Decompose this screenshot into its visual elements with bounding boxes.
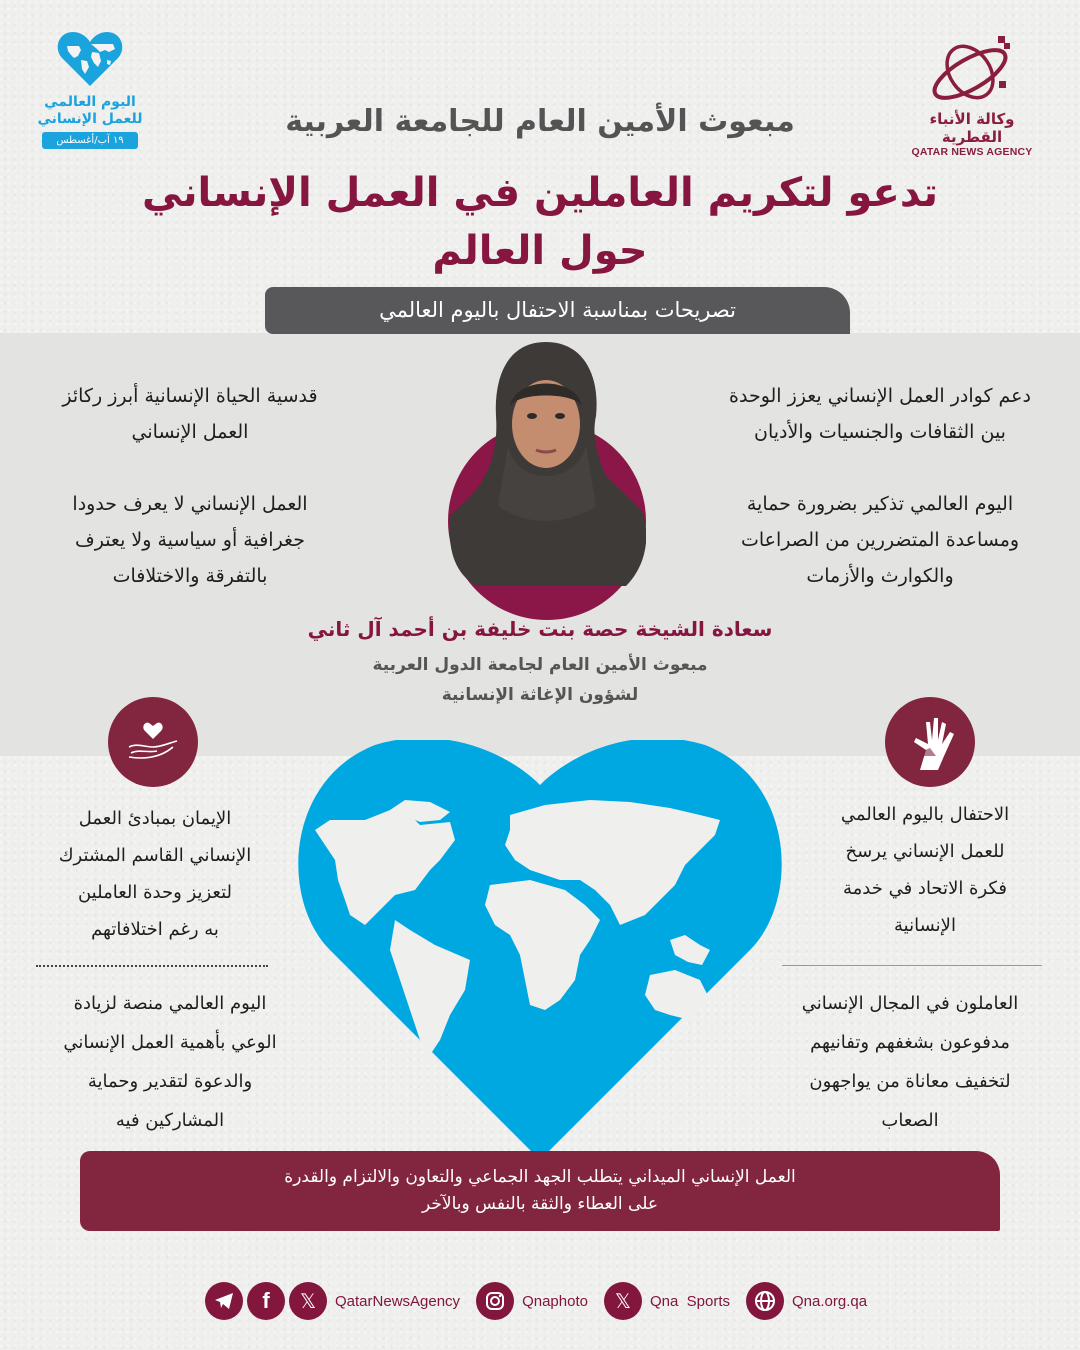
statement-line: الصعاب [881, 1110, 939, 1131]
statement-bottom-left-1 [20, 800, 290, 948]
bottom-quote-line1: العمل الإنساني الميداني يتطلب الجهد الجماعي والتعاون والالتزام والقدرة [284, 1167, 796, 1187]
statement-line: فكرة الاتحاد في خدمة [843, 878, 1007, 899]
statement-line: مدفوعون بشغفهم وتفانيهم [810, 1032, 1010, 1053]
world-map-heart-graphic [290, 740, 790, 1160]
statement-line: العمل الإنساني لا يعرف حدودا [72, 493, 308, 515]
person-title-line2: لشؤون الإغاثة الإنسانية [441, 685, 639, 705]
social-handle-qatarnewsagency[interactable]: QatarNewsAgency [335, 1292, 461, 1310]
x-icon[interactable]: 𝕏 [604, 1282, 642, 1320]
statement-bottom-right-1 [790, 796, 1060, 944]
statement-line: الوعي بأهمية العمل الإنساني [63, 1032, 277, 1053]
heart-globe-icon [57, 30, 123, 88]
social-footer [205, 1282, 885, 1320]
qna-logo [902, 32, 1042, 158]
statement-line: ومساعدة المتضررين من الصراعات [740, 529, 1020, 551]
statement-top-left-2 [30, 486, 350, 594]
statement-top-left-1 [30, 378, 350, 450]
badge-title-line2: للعمل الإنساني [37, 111, 143, 127]
statement-line: للعمل الإنساني يرسخ [845, 841, 1005, 862]
header-subtitle: مبعوث الأمين العام للجامعة العربية [285, 104, 795, 139]
social-handle-qna-sports[interactable]: Qna Sports [649, 1292, 730, 1310]
badge-date: ١٩ آب/أغسطس [42, 132, 138, 149]
helping-hands-icon [885, 697, 975, 787]
bottom-quote-line2: على العطاء والثقة بالنفس وبالآخر [422, 1194, 658, 1214]
statement-line: العمل الإنساني [131, 421, 249, 443]
statement-line: الإيمان بمبادئ العمل [78, 808, 232, 829]
divider-right [782, 965, 1042, 966]
heart-in-hand-icon [108, 697, 198, 787]
social-handle-qnaphoto[interactable]: Qnaphoto [522, 1292, 588, 1310]
header-title-line1: تدعو لتكريم العاملين في العمل الإنساني [142, 170, 938, 216]
statement-bottom-left-2 [20, 984, 320, 1140]
person-photo [446, 336, 646, 586]
bottom-quote-banner [80, 1151, 1000, 1231]
logo-name-english: QATAR NEWS AGENCY [911, 146, 1033, 158]
statement-line: بالتفرقة والاختلافات [112, 565, 268, 587]
statement-line: الإنسانية [894, 915, 956, 936]
statement-top-right-1 [700, 378, 1060, 450]
statement-line: اليوم العالمي تذكير بضرورة حماية [746, 493, 1014, 515]
section-banner: تصريحات بمناسبة الاحتفال باليوم العالمي [265, 287, 850, 334]
statement-line: والدعوة لتقدير وحماية [87, 1071, 253, 1092]
person-title-line1: مبعوث الأمين العام لجامعة الدول العربية [372, 655, 708, 675]
header-title [120, 164, 960, 280]
x-icon[interactable]: 𝕏 [289, 1282, 327, 1320]
statement-line: به رغم اختلافاتهم [91, 919, 219, 940]
portrait [446, 336, 646, 586]
website-link[interactable]: Qna.org.qa [792, 1292, 868, 1310]
statement-line: الاحتفال باليوم العالمي [840, 804, 1010, 825]
instagram-icon[interactable] [476, 1282, 514, 1320]
facebook-icon[interactable]: f [247, 1282, 285, 1320]
statement-line: جغرافية أو سياسية ولا يعترف [75, 529, 305, 551]
statement-bottom-right-2 [760, 984, 1060, 1140]
statement-line: العاملون في المجال الإنساني [801, 993, 1019, 1014]
statement-line: دعم كوادر العمل الإنساني يعزز الوحدة [729, 385, 1031, 407]
badge-title-line1: اليوم العالمي [44, 94, 136, 110]
person-title [220, 650, 860, 710]
statement-line: لتعزيز وحدة العاملين [77, 882, 232, 903]
statement-top-right-2 [700, 486, 1060, 594]
person-name: سعادة الشيخة حصة بنت خليفة بن أحمد آل ثاني [307, 617, 773, 641]
statement-line: لتخفيف معاناة من يواجهون [809, 1071, 1011, 1092]
globe-icon[interactable] [746, 1282, 784, 1320]
statement-line: قدسية الحياة الإنسانية أبرز ركائز [62, 385, 318, 407]
statement-line: الإنساني القاسم المشترك [58, 845, 252, 866]
statement-line: بين الثقافات والجنسيات والأديان [754, 421, 1006, 443]
header-title-line2: حول العالم [432, 228, 648, 274]
statement-line: المشاركين فيه [115, 1110, 225, 1131]
telegram-icon[interactable] [205, 1282, 243, 1320]
statement-line: اليوم العالمي منصة لزيادة [73, 993, 267, 1014]
divider-left [36, 965, 268, 967]
humanitarian-day-badge [30, 30, 150, 149]
statement-line: والكوارث والأزمات [806, 565, 954, 587]
logo-name-arabic: وكالة الأنباء القطرية [929, 110, 1015, 146]
qna-emblem-icon [922, 32, 1022, 104]
